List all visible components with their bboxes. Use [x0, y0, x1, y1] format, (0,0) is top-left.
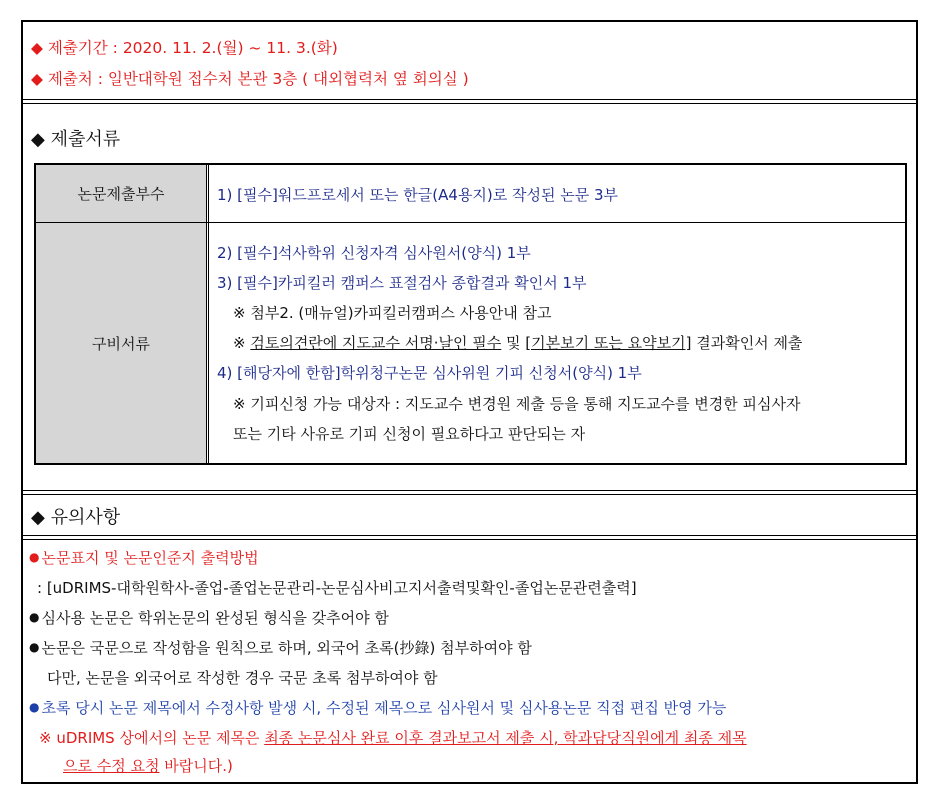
- item-thesis-copies: 1) [필수]워드프로세서 또는 한글(A4용지)로 작성된 논문 3부: [217, 186, 619, 204]
- submission-place: ◆ 제출처 : 일반대학원 접수처 본관 3층 ( 대외협력처 옆 회의실 ): [31, 70, 469, 88]
- note-udrims-request: 으로 수정 요청: [63, 757, 160, 775]
- note-avoidance-eligible: ※ 기피신청 가능 대상자 : 지도교수 변경원 제출 등을 통해 지도교수를 변경한 피심사자: [233, 395, 801, 413]
- bullet-icon: ●: [29, 610, 40, 624]
- note-copykiller-signature: ※ 검토의견란에 지도교수 서명·날인 필수 및 [기본보기 또는 요약보기] 결과확인서 제출: [233, 334, 803, 352]
- note-print-method: ● 논문표지 및 논문인준지 출력방법: [29, 549, 259, 567]
- note-language: ● 논문은 국문으로 작성함을 원칙으로 하며, 외국어 초록(抄錄) 첨부하여야 함: [29, 639, 532, 657]
- divider: [23, 535, 916, 540]
- note-udrims-final-title: 최종 논문심사 완료 이후 결과보고서 제출 시, 학과담당직원에게 최종 제목: [264, 729, 747, 747]
- note-thesis-format: ● 심사용 논문은 학위논문의 완성된 형식을 갖추어야 함: [29, 609, 389, 627]
- note-signature-required: 검토의견란에 지도교수 서명·날인 필수: [250, 334, 502, 352]
- item-examiner-avoidance: 4) [해당자에 한함]학위청구논문 심사위원 기피 신청서(양식) 1부: [217, 364, 642, 382]
- notice-frame: [21, 20, 918, 784]
- note-language-exception: 다만, 논문을 외국어로 작성한 경우 국문 초록 첨부하여야 함: [47, 669, 438, 687]
- note-print-path: : [uDRIMS-대학원학사-졸업-졸업논문관리-논문심사비고지서출력및확인-졸업논문관련출력]: [37, 579, 637, 597]
- divider: [23, 490, 916, 495]
- item-copykiller-report: 3) [필수]카피킬러 캠퍼스 표절검사 종합결과 확인서 1부: [217, 274, 587, 292]
- bullet-icon: ●: [29, 640, 40, 654]
- submission-period: ◆ 제출기간 : 2020. 11. 2.(월) ~ 11. 3.(화): [31, 39, 338, 57]
- note-title-change: ● 초록 당시 논문 제목에서 수정사항 발생 시, 수정된 제목으로 심사원서 및 심사용논문 직접 편집 반영 가능: [29, 699, 727, 717]
- label-required-docs: 구비서류: [36, 223, 206, 463]
- bullet-icon: ●: [29, 700, 40, 714]
- section-title-documents: ◆ 제출서류: [31, 129, 121, 150]
- divider: [23, 99, 916, 104]
- table-row-divider: [36, 222, 905, 223]
- note-udrims-title-cont: 으로 수정 요청 바랍니다.): [63, 757, 233, 775]
- item-application-form: 2) [필수]석사학위 신청자격 심사원서(양식) 1부: [217, 244, 531, 262]
- note-avoidance-other: 또는 기타 사유로 기피 신청이 필요하다고 판단되는 자: [233, 425, 586, 443]
- note-copykiller-manual: ※ 첨부2. (매뉴얼)카피킬러캠퍼스 사용안내 참고: [233, 304, 552, 322]
- documents-table: [34, 163, 907, 465]
- note-udrims-title: ※ uDRIMS 상에서의 논문 제목은 최종 논문심사 완료 이후 결과보고서 제출 시, 학과담당직원에게 최종 제목: [39, 729, 747, 747]
- bullet-icon: ●: [29, 550, 40, 564]
- table-column-divider: [206, 165, 209, 463]
- section-title-notes: ◆ 유의사항: [31, 507, 121, 528]
- label-thesis-copies: 논문제출부수: [36, 165, 206, 222]
- note-view-mode: [기본보기 또는 요약보기]: [525, 334, 692, 352]
